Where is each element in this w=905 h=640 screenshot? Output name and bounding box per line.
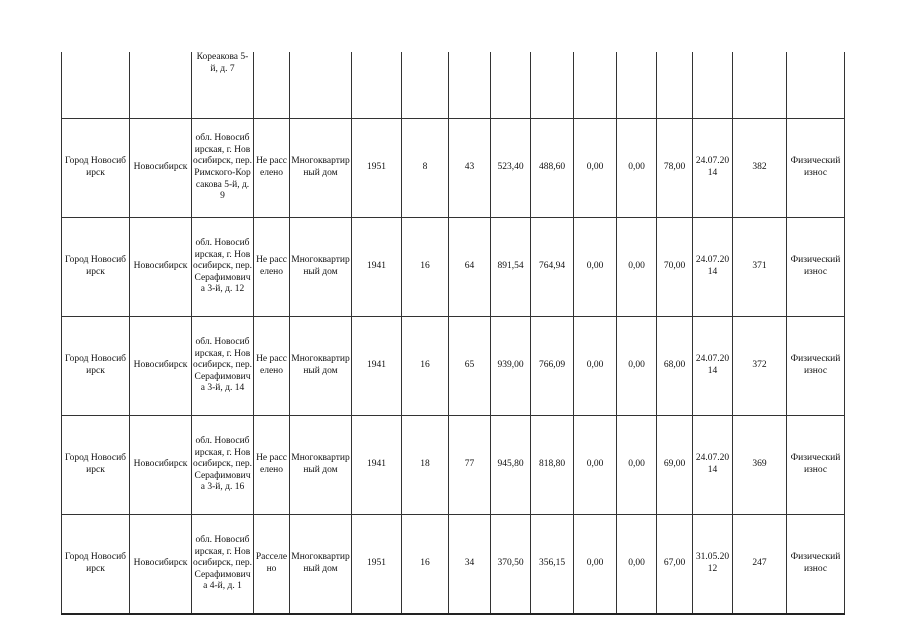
cell-area-col-b: 0,00 [617, 218, 657, 317]
cell-decision-number: 247 [733, 515, 787, 615]
cell-resettlement-status: Расселено [254, 515, 290, 615]
cell-area-col-a: 0,00 [574, 515, 617, 615]
cell-decision-number: 371 [733, 218, 787, 317]
cell-emergency-reason: Физический износ [787, 515, 845, 615]
cell-address: обл. Новосибирская, г. Новосибирск, пер. Римского-Корсакова 5-й, д. 9 [192, 119, 254, 218]
cell-area-col-b: 0,00 [617, 416, 657, 515]
cell-wear-percent: 70,00 [657, 218, 693, 317]
cell-city [130, 52, 192, 119]
cell-resettlement-status [254, 52, 290, 119]
cell-city: Новосибирск [130, 317, 192, 416]
cell-city: Новосибирск [130, 218, 192, 317]
cell-area-col-a [574, 52, 617, 119]
cell-decision-number: 382 [733, 119, 787, 218]
cell-decision-date: 24.07.2014 [693, 416, 733, 515]
cell-municipality: Город Новосибирск [62, 515, 130, 615]
cell-area-col-b [617, 52, 657, 119]
cell-municipality [62, 52, 130, 119]
cell-residents-count [402, 52, 449, 119]
cell-build-year: 1941 [352, 317, 402, 416]
cell-wear-percent [657, 52, 693, 119]
cell-flats-count: 77 [449, 416, 491, 515]
cell-build-year: 1941 [352, 416, 402, 515]
cell-residents-count: 16 [402, 218, 449, 317]
cell-building-type: Многоквартирный дом [290, 317, 352, 416]
table-row [62, 416, 845, 515]
cell-flats-count: 65 [449, 317, 491, 416]
cell-address: обл. Новосибирская, г. Новосибирск, пер. Серафимовича 3-й, д. 14 [192, 317, 254, 416]
cell-total-area [491, 52, 531, 119]
cell-build-year: 1951 [352, 515, 402, 615]
table-row [62, 119, 845, 218]
cell-residents-count: 8 [402, 119, 449, 218]
cell-emergency-reason: Физический износ [787, 218, 845, 317]
cell-total-area: 939,00 [491, 317, 531, 416]
cell-building-type [290, 52, 352, 119]
cell-flats-count [449, 52, 491, 119]
cell-building-type: Многоквартирный дом [290, 119, 352, 218]
cell-municipality: Город Новосибирск [62, 119, 130, 218]
cell-municipality: Город Новосибирск [62, 416, 130, 515]
cell-emergency-reason: Физический износ [787, 416, 845, 515]
cell-flats-count: 34 [449, 515, 491, 615]
cell-area-col-b: 0,00 [617, 515, 657, 615]
cell-resettlement-status: Не расселено [254, 416, 290, 515]
cell-building-type: Многоквартирный дом [290, 515, 352, 615]
table-row [62, 317, 845, 416]
cell-decision-date: 31.05.2012 [693, 515, 733, 615]
cell-build-year: 1951 [352, 119, 402, 218]
cell-flats-count: 43 [449, 119, 491, 218]
cell-address: Кореакова 5-й, д. 7 [192, 52, 254, 119]
cell-city: Новосибирск [130, 515, 192, 615]
cell-living-area [531, 52, 574, 119]
cell-wear-percent: 78,00 [657, 119, 693, 218]
cell-decision-number: 369 [733, 416, 787, 515]
cell-decision-date: 24.07.2014 [693, 317, 733, 416]
cell-area-col-a: 0,00 [574, 119, 617, 218]
cell-decision-date: 24.07.2014 [693, 119, 733, 218]
cell-emergency-reason: Физический износ [787, 317, 845, 416]
cell-residents-count: 16 [402, 317, 449, 416]
cell-emergency-reason: Физический износ [787, 119, 845, 218]
table-row [62, 515, 845, 615]
cell-flats-count: 64 [449, 218, 491, 317]
cell-decision-number [733, 52, 787, 119]
cell-area-col-a: 0,00 [574, 416, 617, 515]
cell-emergency-reason [787, 52, 845, 119]
cell-decision-number: 372 [733, 317, 787, 416]
cell-living-area: 356,15 [531, 515, 574, 615]
cell-wear-percent: 67,00 [657, 515, 693, 615]
cell-area-col-b: 0,00 [617, 317, 657, 416]
cell-living-area: 818,80 [531, 416, 574, 515]
cell-living-area: 766,09 [531, 317, 574, 416]
table-row [62, 52, 845, 119]
housing-register-table [61, 52, 845, 615]
cell-living-area: 488,60 [531, 119, 574, 218]
cell-building-type: Многоквартирный дом [290, 218, 352, 317]
cell-residents-count: 16 [402, 515, 449, 615]
cell-decision-date: 24.07.2014 [693, 218, 733, 317]
cell-resettlement-status: Не расселено [254, 317, 290, 416]
cell-build-year [352, 52, 402, 119]
cell-municipality: Город Новосибирск [62, 317, 130, 416]
cell-resettlement-status: Не расселено [254, 218, 290, 317]
cell-wear-percent: 68,00 [657, 317, 693, 416]
cell-area-col-b: 0,00 [617, 119, 657, 218]
table-row [62, 218, 845, 317]
cell-living-area: 764,94 [531, 218, 574, 317]
cell-wear-percent: 69,00 [657, 416, 693, 515]
cell-municipality: Город Новосибирск [62, 218, 130, 317]
cell-build-year: 1941 [352, 218, 402, 317]
cell-address: обл. Новосибирская, г. Новосибирск, пер. Серафимовича 3-й, д. 12 [192, 218, 254, 317]
cell-building-type: Многоквартирный дом [290, 416, 352, 515]
cell-area-col-a: 0,00 [574, 317, 617, 416]
cell-area-col-a: 0,00 [574, 218, 617, 317]
cell-decision-date [693, 52, 733, 119]
cell-total-area: 370,50 [491, 515, 531, 615]
cell-resettlement-status: Не расселено [254, 119, 290, 218]
cell-total-area: 523,40 [491, 119, 531, 218]
cell-total-area: 945,80 [491, 416, 531, 515]
cell-address: обл. Новосибирская, г. Новосибирск, пер. Серафимовича 3-й, д. 16 [192, 416, 254, 515]
cell-city: Новосибирск [130, 119, 192, 218]
cell-address: обл. Новосибирская, г. Новосибирск, пер. Серафимовича 4-й, д. 1 [192, 515, 254, 615]
cell-residents-count: 18 [402, 416, 449, 515]
cell-city: Новосибирск [130, 416, 192, 515]
cell-total-area: 891,54 [491, 218, 531, 317]
